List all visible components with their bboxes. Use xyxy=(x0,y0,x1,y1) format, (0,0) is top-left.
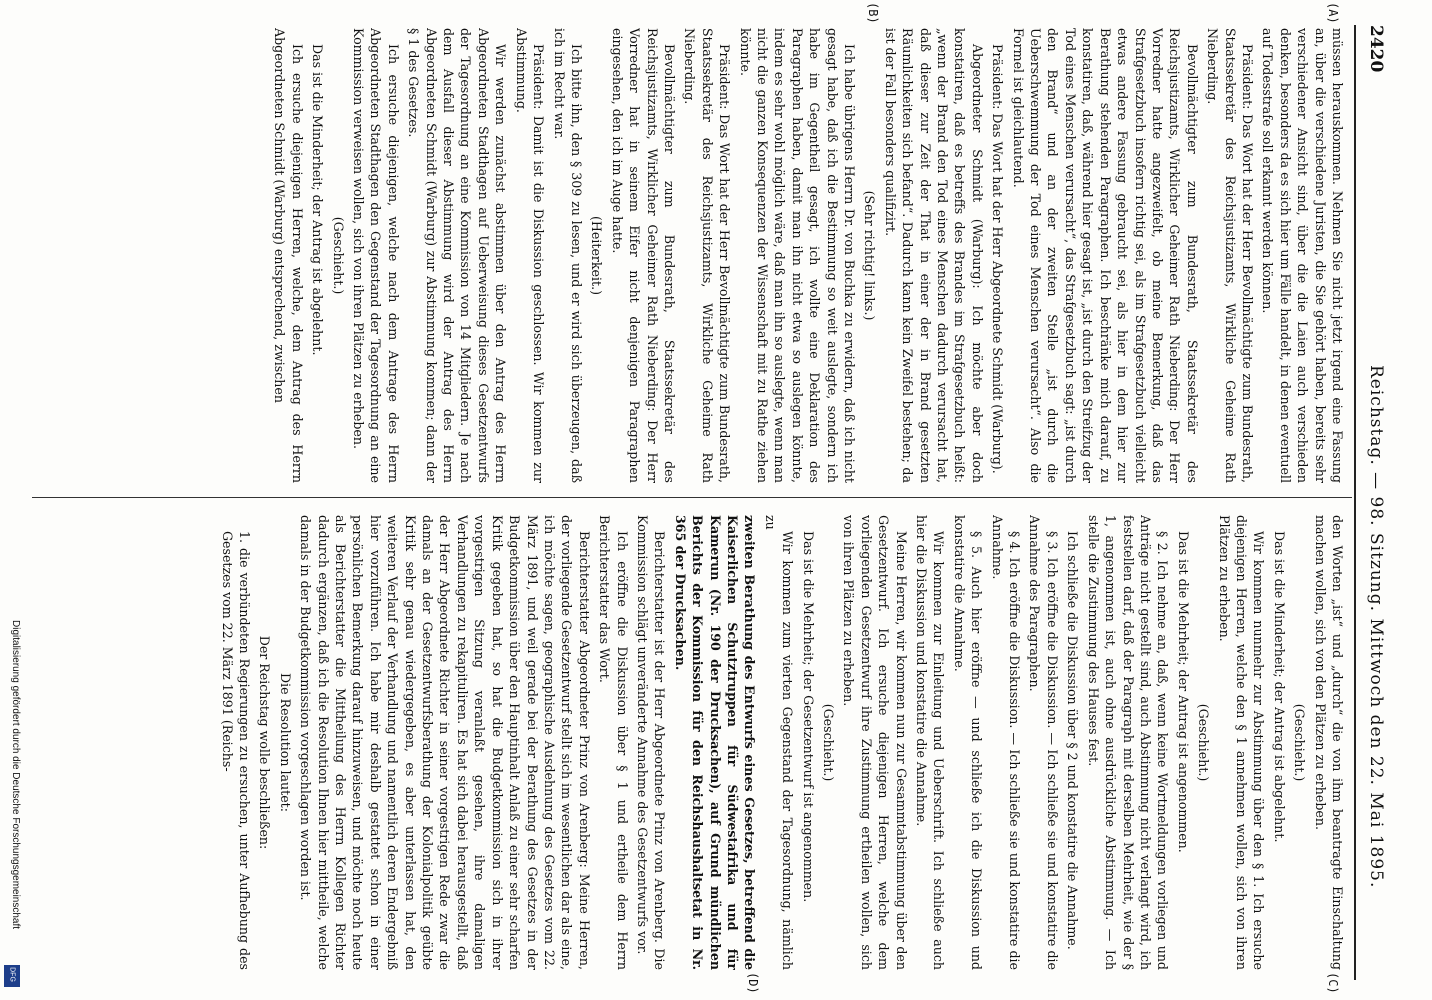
paragraph: Präsident: Das Wort hat der Herr Bevollmächtigte zum Bundesrath, Staatssekretär des Reichsjustizamts, Wirkliche Geheime Rath Nieberding. xyxy=(682,28,733,483)
margin-mark-d: (D) xyxy=(746,972,760,994)
dfg-logo-text: DFG xyxy=(8,967,16,982)
paragraph: § 4. Ich eröffne die Diskussion. — Ich schließe sie und konstatire die Annahme. xyxy=(989,515,1023,970)
paragraph: Bevollmächtigter zum Bundesrath, Staatssekretär des Reichsjustizamts, Wirklicher Geheimer Rath Nieberding: Der Herr Vorredner hatte angezweifelt, ob meine Bemerkung, daß das Strafgesetzbuch insofern richtig sei, als im Strafgesetzbuch vielleicht etwas andere Fassung gebraucht sei, als hier in dem hier zur Berathung stehenden Paragraphen. Ich beschränke mich darauf, zu konstatiren, daß, während hier gesagt ist, „ist durch den Streifzug der Tod eines Menschen verursacht“, das Strafgesetzbuch sagt: „ist durch den Brand“ und an der zweiten Stelle „ist durch die Ueberschwemmung der Tod eines Menschen verursacht“. Also die Formel ist gleichlautend. xyxy=(1010,28,1200,483)
digitization-note xyxy=(9,620,23,980)
list-item: 1. die verbündeten Regierungen zu ersuchen, unter Aufhebung des Gesetzes vom 22. März 1891 (Reichs- xyxy=(219,531,253,970)
paragraph: Präsident: Damit ist die Diskussion geschlossen. Wir kommen zur Abstimmung. xyxy=(513,28,547,483)
page-header xyxy=(1358,25,1388,980)
paragraph: Ich schließe die Diskussion über § 2 und konstatire die Annahme. xyxy=(1065,531,1081,950)
paragraph: Wir werden zunächst abstimmen über den Antrag des Herrn Abgeordneten Stadthagen auf Ueberweisung dieses Gesetzentwurfs der Tagesordnung an eine Kommission von 14 Mitgliedern. Je nach dem Ausfall dieser Abstimmung wird der Antrag des Herrn Abgeordneten Schmidt (Warburg) zur Abstimmung kommen; dann der § 1 des Gesetzes. xyxy=(406,28,509,483)
right-column xyxy=(26,515,1346,970)
page-number: 2420 xyxy=(1366,25,1386,73)
paragraph: Das ist die Minderheit; der Antrag ist abgelehnt. xyxy=(310,44,326,356)
paragraph: § 3. Ich eröffne die Diskussion. — Ich schließe sie und konstatire die Annahme des Paragraphen. xyxy=(1027,515,1060,970)
paragraph: Meine Herren, wir kommen nun zur Gesammtabstimmung über den Gesetzentwurf. Ich ersuche diejenigen Herren, welche dem vorliegenden Gesetzentwurf ihre Zustimmung ertheilen wollen, sich von ihren Plätzen zu erheben. xyxy=(841,515,909,970)
paragraph: müssen herauskommen. Nehmen Sie nicht jetzt irgend eine Fassung an, über die verschiedene Juristen, die Sie gehört haben, bereits sehr verschiedener Ansicht sind, über die die Laien auch verschieden denken, besonders da es sich hier um Fälle handelt, in denen eventuell auf Todesstrafe soll erkannt werden können. xyxy=(1260,28,1345,483)
paragraph: Wir kommen zum vierten Gegenstand der Tagesordnung, nämlich zu xyxy=(762,515,796,970)
digitization-footer xyxy=(3,620,27,1000)
interjection: (Geschieht.) xyxy=(821,703,837,782)
paragraph: Präsident: Das Wort hat der Herr Bevollmächtigte zum Bundesrath, Staatssekretär des Reichsjustizamts, Wirkliche Geheime Rath Nieberding. xyxy=(1205,28,1255,483)
margin-mark-c: (C) xyxy=(1326,972,1340,994)
interjection: (Heiterkeit.) xyxy=(589,216,605,295)
paragraph: § 5. Auch hier eröffne — und schließe ich die Diskussion und konstatire die Annahme. xyxy=(951,515,985,970)
paragraph: Abgeordneter Schmidt (Warburg): Ich möchte aber doch konstatiren, daß es betreffs des Brandes im Strafgesetzbuch heißt: „wenn der Brand den Tod eines Menschen dadurch verursacht hat, daß dieser zur Zeit der That in einer der in Brand gesetzten Räumlichkeiten sich befand“. Dadurch kann kein Zweifel bestehen; da ist der Fall besonders qualifizirt. xyxy=(882,28,985,483)
paragraph: Das ist die Minderheit; der Antrag ist abgelehnt. xyxy=(1271,531,1287,843)
paragraph: Wir kommen zur Einleitung und Ueberschrift. Ich schließe auch hier die Diskussion und konstatire die Annahme. xyxy=(914,515,947,970)
paragraph: § 2. Ich nehme an, daß, wenn keine Wortmeldungen vorliegen und Anträge nicht gestellt sind, auch Abstimmung nicht verlangt wird, ich feststellen darf, daß der Paragraph mit derselben Mehrheit, wie der § 1, angenommen ist, auch ohne ausdrückliche Abstimmung. — Ich stelle die Zustimmung des Hauses fest. xyxy=(1085,515,1171,970)
paragraph: Berichterstatter ist der Herr Abgeordnete Prinz von Arenberg. Die Kommission schlägt unveränderte Annahme des Gesetzentwurfs vor. xyxy=(634,515,668,970)
header-rule xyxy=(1354,25,1356,980)
paragraph: Ich ersuche diejenigen, welche nach dem Antrage des Herrn Abgeordneten Stadthagen den Gegenstand der Tagesordnung an eine Kommission verweisen wollen, sich von ihren Plätzen zu erheben. xyxy=(351,28,401,483)
dfg-logo-icon xyxy=(4,965,20,987)
agenda-item-title: zweiten Berathung des Entwurfs eines Gesetzes, betreffend die Kaiserlichen Schutztruppen für Südwestafrika und für Kamerun (Nr. 190 der Drucksachen), auf Grund mündlichen Berichts der Kommission für den Reichshaushaltsetat in Nr. 365 der Drucksachen. xyxy=(672,515,758,970)
interjection: (Geschieht.) xyxy=(1196,703,1212,782)
paragraph: Bevollmächtigter zum Bundesrath, Staatssekretär des Reichsjustizamts, Wirklicher Geheimer Rath Nieberding: Der Herr Vorredner hat in seinem Eifer nicht denjenigen Paragraphen eingesehen, den ich im Auge hatte. xyxy=(609,28,677,483)
paragraph: Präsident: Das Wort hat der Herr Abgeordnete Schmidt (Warburg). xyxy=(990,44,1006,474)
paragraph: Berichterstatter Abgeordneter Prinz von Arenberg: Meine Herren, der vorliegende Gesetzentwurf stellt sich im wesentlichen dar als eine, ich möchte sagen, geographische Ausdehnung des Gesetzes vom 22. März 1891, und weil gerade bei der Berathung des Gesetzes in der Budgetkommission über den Hauptinhalt Anlaß zu einer sehr scharfen Kritik gegeben hat, so hat die Budgetkommission sich in ihrer vorgestrigen Sitzung veranlaßt gesehen, ihre damaligen Verhandlungen zu rekapituliren. Es hat sich dabei herausgestellt, daß der Herr Abgeordnete Richter in seiner vorgestrigen Rede zwar die damals an der Gesetzentwurfsberathung der Kolonialpolitik geübte Kritik sehr genau wiedergegeben, es aber unterlassen hat, den weiteren Verlauf der Verhandlung und namentlich deren Endergebniß hier vorzuführen. Ich habe mir deshalb gestattet schon in einer persönlichen Bemerkung darauf hinzuweisen, und möchte noch heute als Berichterstatter die Mittheilung des Herrn Kollegen Richter dadurch ergänzen, daß ich die Resolution Ihnen hier mittheile, welche damals in der Budgetkommission vorgeschlagen worden ist. xyxy=(298,515,592,970)
running-title: Reichstag. — 98. Sitzung. Mittwoch den 22. Mai 1895. xyxy=(1366,365,1386,889)
paragraph: Das ist die Mehrheit; der Antrag ist angenommen. xyxy=(1175,531,1191,853)
interjection: (Geschieht.) xyxy=(330,216,346,295)
paragraph: Ich ersuche diejenigen Herren, welche, dem Antrag des Herrn Abgeordneten Schmidt (Warburg) entsprechend, zwischen xyxy=(272,28,305,483)
column-divider xyxy=(32,497,1352,498)
interjection: (Sehr richtig! links.) xyxy=(862,190,878,321)
paragraph: Der Reichstag wolle beschließen: xyxy=(257,635,273,850)
margin-mark-b: (B) xyxy=(866,2,880,24)
paragraph: Die Resolution lautet: xyxy=(277,673,293,812)
paragraph: Das ist die Mehrheit; der Gesetzentwurf ist angenommen. xyxy=(800,531,816,903)
margin-mark-a: (A) xyxy=(1326,2,1340,24)
interjection: (Geschieht.) xyxy=(1292,703,1308,782)
paragraph: Ich bitte ihn, den § 309 zu lesen, und er wird sich überzeugen, daß ich im Recht war. xyxy=(551,28,584,483)
paragraph: Wir kommen nunmehr zur Abstimmung über den § 1. Ich ersuche diejenigen Herren, welche den § 1 annehmen wollen, sich von ihren Plätzen zu erheben. xyxy=(1216,515,1267,970)
left-column xyxy=(26,28,1346,483)
paragraph: den Worten „ist“ und „durch“ die von ihm beantragte Einschaltung machen wollen, sich von den Plätzen zu erheben. xyxy=(1312,515,1345,970)
paragraph: Ich eröffne die Diskussion über § 1 und ertheile dem Herrn Berichterstatter das Wort. xyxy=(597,515,630,970)
paragraph: Ich habe übrigens Herrn Dr. von Buchka zu erwidern, daß ich nicht gesagt habe, daß ich die Bestimmung so weit auslegte, sondern ich habe im Gegentheil gesagt, ich wollte eine Deklaration des Paragraphen haben, damit man ihn nicht etwa so auslegen könnte, indem es sehr wohl möglich wäre, daß man ihn so auslegte, wenn man nicht die ganzen Konsequenzen der Wissenschaft mit zu Rathe ziehen könnte. xyxy=(737,28,858,483)
digitization-note-text: Digitalisierung gefördert durch die Deutsche Forschungsgemeinschaft xyxy=(10,620,21,930)
